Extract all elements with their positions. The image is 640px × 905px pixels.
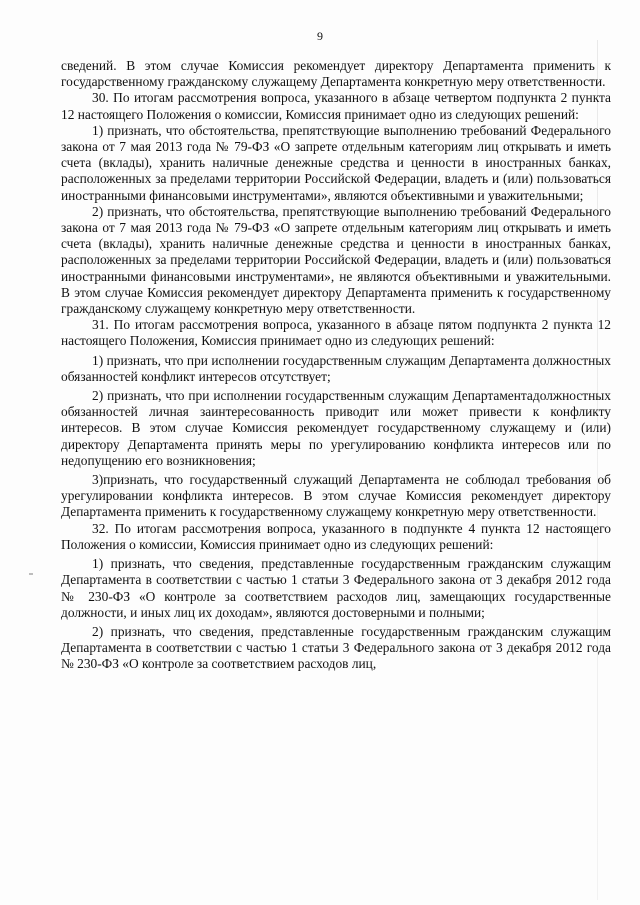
document-body <box>61 58 611 673</box>
paragraph-32-item-2: 2) признать, что сведения, представленные государственным гражданским служащим Департамента в соответствии с частью 1 статьи 3 Федерального закона от 3 декабря 2012 года № 230-ФЗ «О контроле за соответствием расходов лиц, <box>61 623 611 672</box>
paragraph-31-item-3: 3)признать, что государственный служащий Департамента не соблюдал требования об урегулировании конфликта интересов. В этом случае Комиссия рекомендует директору Департамента применить к государственному служащему конкретную меру ответственности. <box>61 472 611 520</box>
page-number: 9 <box>317 29 323 43</box>
paragraph-31: 31. По итогам рассмотрения вопроса, указанного в абзаце пятом подпункта 2 пункта 12 настоящего Положения, Комиссия принимает одно из следующих решений: <box>61 317 611 349</box>
paragraph-31-item-2: 2) признать, что при исполнении государственным служащим Департаментадолжностных обязанностей личная заинтересованность приводит или может привести к конфликту интересов. В этом случае Комиссия рекомендует государственному служащему и (или) директору Департамента принять меры по урегулированию конфликта интересов или по недопущению его возникновения; <box>61 388 611 468</box>
paragraph-continuation: сведений. В этом случае Комиссия рекомендует директору Департамента применить к государственному гражданскому служащему Департамента конкретную меру ответственности. <box>61 58 611 90</box>
paragraph-31-item-1: 1) признать, что при исполнении государственным служащим Департамента должностных обязанностей конфликт интересов отсутствует; <box>61 352 611 384</box>
paragraph-30-item-1: 1) признать, что обстоятельства, препятствующие выполнению требований Федерального закона от 7 мая 2013 года № 79-ФЗ «О запрете отдельным категориям лиц открывать и иметь счета (вклады), хранить наличные денежные средства и ценности в иностранных банках, расположенных за пределами территории Российской Федерации, владеть и (или) пользоваться иностранными финансовыми инструментами», являются объективными и уважительными; <box>61 122 611 203</box>
paragraph-30-item-2: 2) признать, что обстоятельства, препятствующие выполнению требований Федерального закона от 7 мая 2013 года № 79-ФЗ «О запрете отдельным категориям лиц открывать и иметь счета (вклады), хранить наличные денежные средства и ценности в иностранных банках, расположенных за пределами территории Российской Федерации, владеть и (или) пользоваться иностранными финансовыми инструментами», не являются объективными и уважительными. В этом случае Комиссия рекомендует директору Департамента применить к государственному гражданскому служащему конкретную меру ответственности. <box>61 203 611 317</box>
paragraph-32: 32. По итогам рассмотрения вопроса, указанного в подпункте 4 пункта 12 настоящего Положения о комиссии, Комиссия принимает одно из следующих решений: <box>61 520 611 552</box>
scan-margin-mark <box>29 573 33 575</box>
paragraph-32-item-1: 1) признать, что сведения, представленные государственным гражданским служащим Департамента в соответствии с частью 1 статьи 3 Федерального закона от 3 декабря 2012 года № 230-ФЗ «О контроле за соответствием расходов лиц, замещающих государственные должности, и иных лиц их доходам», являются достоверными и полными; <box>61 556 611 620</box>
paragraph-30: 30. По итогам рассмотрения вопроса, указанного в абзаце четвертом подпункта 2 пункта 12 настоящего Положения о комиссии, Комиссия принимает одно из следующих решений: <box>61 90 611 122</box>
